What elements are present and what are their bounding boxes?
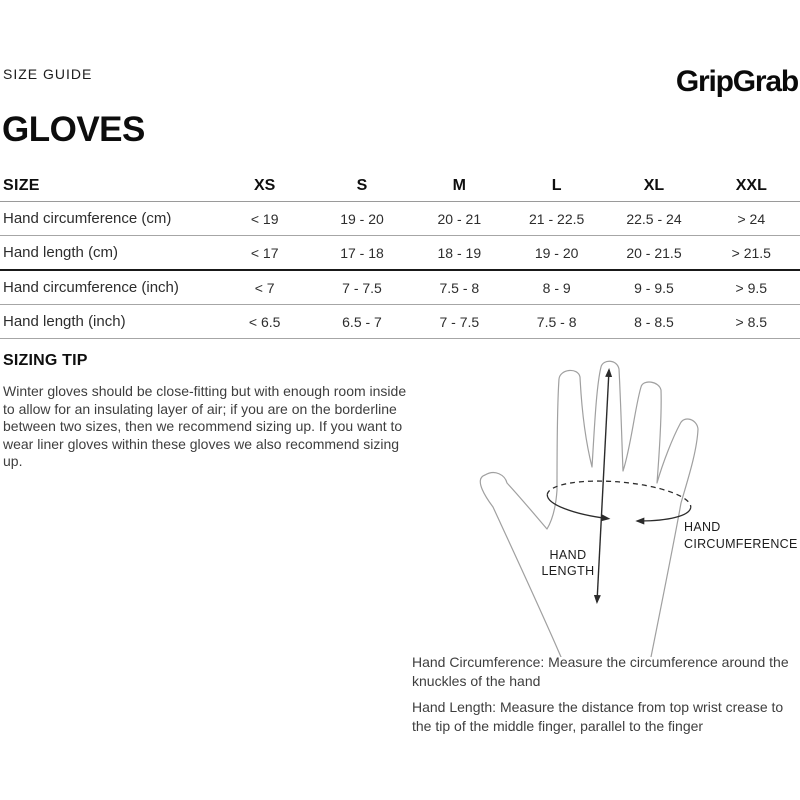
size-cell: 7 - 7.5 xyxy=(342,279,382,296)
size-cell: 8 - 8.5 xyxy=(634,313,674,330)
size-cell: 7 - 7.5 xyxy=(439,313,480,330)
size-cell: 18 - 19 xyxy=(437,244,482,261)
size-cell: < 7 xyxy=(254,279,275,296)
size-cell: < 19 xyxy=(250,210,279,227)
table-row-hand-circumference-inch xyxy=(0,271,800,305)
size-cell: 7.5 - 8 xyxy=(536,313,577,330)
column-header-size: SIZE xyxy=(3,177,40,194)
size-cell: 19 - 20 xyxy=(534,244,579,261)
page-eyebrow: SIZE GUIDE xyxy=(3,66,93,82)
table-header-row xyxy=(0,171,800,202)
sizing-tip-body: Winter gloves should be close-fitting but with enough room inside to allow for an insulating layer of air; if you are on the borderline between two sizes, then we recommend sizing up. If you want to wear liner gloves within these gloves we also recommend sizing up. xyxy=(3,383,407,469)
size-cell: > 24 xyxy=(737,210,766,227)
size-cell: > 9.5 xyxy=(735,279,768,296)
circumference-ellipse-dashed xyxy=(547,476,692,507)
size-cell: 17 - 18 xyxy=(340,244,384,261)
table-row-hand-length-cm xyxy=(0,236,800,271)
circumference-arrow-left-pointing xyxy=(637,503,690,526)
row-label: Hand length (cm) xyxy=(3,244,119,261)
row-label: Hand length (inch) xyxy=(3,313,126,330)
brand-logo: GripGrab xyxy=(675,65,798,98)
table-row-hand-circumference-cm xyxy=(0,202,800,236)
row-label: Hand circumference (inch) xyxy=(3,279,179,296)
size-cell: 9 - 9.5 xyxy=(634,279,674,296)
size-cell: 19 - 20 xyxy=(340,210,384,227)
size-cell: 6.5 - 7 xyxy=(342,313,382,330)
table-row-hand-length-inch xyxy=(0,305,800,339)
sizing-tip-heading: SIZING TIP xyxy=(3,352,88,369)
hand-measurement-diagram xyxy=(435,357,795,657)
column-header-m: M xyxy=(452,177,466,194)
size-cell: 21 - 22.5 xyxy=(529,210,585,227)
size-cell: > 21.5 xyxy=(731,244,771,261)
size-table xyxy=(0,171,800,339)
hand-circumference-label: HAND CIRCUMFERENCE xyxy=(684,520,798,551)
size-cell: 8 - 9 xyxy=(542,279,571,296)
column-header-xs: XS xyxy=(253,177,276,194)
hand-outline-drawing xyxy=(480,361,698,657)
sizing-tip-section xyxy=(3,352,407,471)
size-cell: 20 - 21.5 xyxy=(626,244,682,261)
size-cell: 20 - 21 xyxy=(437,210,482,227)
size-cell: 7.5 - 8 xyxy=(439,279,480,296)
page-title: GLOVES xyxy=(2,110,145,149)
size-cell: < 6.5 xyxy=(248,313,281,330)
column-header-l: L xyxy=(551,177,562,194)
hand-length-note: Hand Length: Measure the distance from top wrist crease to the tip of the middle finger, parallel to the finger xyxy=(412,699,784,734)
column-header-xl: XL xyxy=(643,177,665,194)
size-cell: 22.5 - 24 xyxy=(626,210,682,227)
size-cell: > 8.5 xyxy=(735,313,768,330)
hand-length-label: HAND LENGTH xyxy=(541,548,595,578)
column-header-s: S xyxy=(356,177,368,194)
size-cell: < 17 xyxy=(250,244,279,261)
column-header-xxl: XXL xyxy=(735,177,767,194)
row-label: Hand circumference (cm) xyxy=(3,210,172,227)
hand-circumference-note: Hand Circumference: Measure the circumference around the knuckles of the hand xyxy=(412,654,789,689)
